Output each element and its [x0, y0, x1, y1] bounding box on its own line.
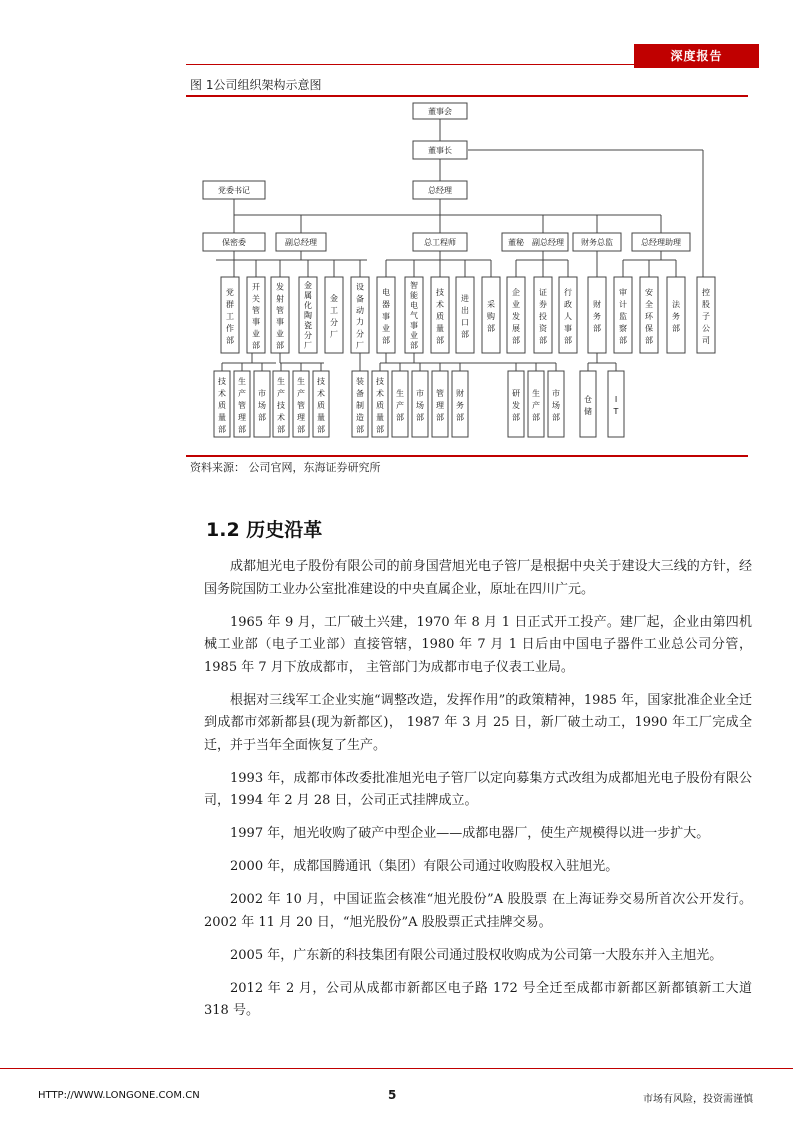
- svg-text:量: 量: [317, 413, 325, 422]
- svg-text:属: 属: [304, 291, 312, 300]
- svg-text:业: 业: [382, 324, 390, 333]
- org-board: 董事会: [428, 107, 452, 116]
- org-subunit: [254, 371, 270, 437]
- svg-text:市: 市: [416, 389, 424, 398]
- org-subunit: [432, 371, 448, 437]
- org-subunit: [352, 371, 368, 437]
- svg-text:分: 分: [330, 318, 338, 327]
- org-subunit: [372, 371, 388, 437]
- svg-text:审: 审: [619, 288, 627, 297]
- paragraph: 根据对三线军工企业实施“调整改造，发挥作用”的政策精神，1985 年，国家批准企业全迁到成都市郊新都县(现为新都区)， 1987 年 3 月 25 日，新厂破土动工，1990 年工厂完成全迁，并于当年全面恢复了生产。: [204, 692, 752, 753]
- svg-text:事: 事: [382, 312, 390, 321]
- svg-text:部: 部: [512, 413, 520, 422]
- svg-text:展: 展: [512, 324, 520, 333]
- paragraph: 2002 年 10 月，中国证监会核准“旭光股份”A 股股票 在上海证券交易所首次公开发行。2002 年 11 月 20 日，“旭光股份”A 股股票正式挂牌交易。: [204, 892, 752, 930]
- svg-text:市: 市: [552, 389, 560, 398]
- svg-text:购: 购: [487, 312, 495, 321]
- svg-text:术: 术: [277, 413, 285, 422]
- svg-text:生: 生: [238, 377, 246, 386]
- svg-text:财: 财: [593, 300, 601, 309]
- svg-text:装: 装: [356, 377, 364, 386]
- svg-text:术: 术: [376, 389, 384, 398]
- svg-text:质: 质: [317, 401, 325, 410]
- svg-text:业: 业: [276, 329, 284, 339]
- svg-text:I: I: [614, 395, 618, 404]
- paragraph: 成都旭光电子股份有限公司的前身国营旭光电子管厂是根据中央关于建设大三线的方针，经国务院国防工业办公室批准建设的中央直属企业，原址在四川广元。: [204, 559, 752, 597]
- svg-text:气: 气: [410, 311, 418, 320]
- svg-text:事: 事: [564, 324, 572, 333]
- svg-text:察: 察: [619, 324, 627, 333]
- svg-text:务: 务: [593, 312, 601, 321]
- svg-text:业: 业: [252, 329, 260, 339]
- svg-text:生: 生: [277, 377, 285, 386]
- svg-text:事: 事: [276, 317, 284, 327]
- svg-text:进: 进: [461, 294, 469, 303]
- svg-text:产: 产: [277, 389, 285, 398]
- svg-text:量: 量: [218, 413, 226, 422]
- org-department: [534, 277, 552, 353]
- svg-text:术: 术: [218, 389, 226, 398]
- org-subunit: [214, 371, 230, 437]
- svg-text:质: 质: [218, 401, 226, 410]
- svg-text:部: 部: [564, 336, 572, 345]
- svg-text:部: 部: [672, 324, 680, 333]
- svg-text:公: 公: [702, 324, 710, 333]
- footer-url[interactable]: HTTP://WWW.LONGONE.COM.CN: [38, 1090, 200, 1101]
- svg-text:部: 部: [252, 341, 260, 350]
- figure-title: 图 1公司组织架构示意图: [190, 78, 322, 92]
- org-general-manager: 总经理: [428, 186, 452, 195]
- svg-text:部: 部: [382, 336, 390, 345]
- svg-text:部: 部: [258, 413, 266, 422]
- paragraph: 1993 年，成都市体改委批准旭光电子管厂以定向募集方式改组为成都旭光电子股份有限公司，1994 年 2 月 28 日，公司正式挂牌成立。: [204, 770, 752, 808]
- org-subunit: [313, 371, 329, 437]
- svg-text:人: 人: [564, 312, 572, 321]
- svg-text:部: 部: [410, 341, 418, 350]
- svg-text:证: 证: [539, 288, 547, 297]
- svg-text:技: 技: [218, 377, 226, 386]
- svg-text:部: 部: [436, 336, 444, 345]
- svg-text:部: 部: [552, 413, 560, 422]
- svg-text:监: 监: [619, 312, 627, 321]
- svg-text:术: 术: [317, 389, 325, 398]
- svg-text:质: 质: [376, 401, 384, 410]
- svg-text:全: 全: [645, 300, 653, 309]
- svg-text:制: 制: [356, 401, 364, 410]
- svg-text:工: 工: [226, 312, 234, 321]
- svg-text:产: 产: [238, 389, 246, 398]
- org-board-secretary: 董秘: [508, 238, 524, 247]
- svg-text:管: 管: [252, 306, 260, 315]
- svg-text:分: 分: [304, 331, 312, 340]
- paragraph: 2012 年 2 月，公司从成都市新都区电子路 172 号全迁至成都市新都区新都镇新工大道 318 号。: [204, 980, 752, 1018]
- svg-text:部: 部: [436, 413, 444, 422]
- svg-text:口: 口: [461, 318, 469, 327]
- svg-text:股: 股: [702, 300, 710, 309]
- svg-text:事: 事: [252, 317, 260, 327]
- org-departments: [221, 277, 715, 353]
- svg-text:部: 部: [645, 336, 653, 345]
- header-rule: [186, 64, 634, 65]
- svg-text:部: 部: [317, 425, 325, 434]
- svg-text:部: 部: [461, 330, 469, 339]
- org-department: [559, 277, 577, 353]
- svg-text:管: 管: [276, 306, 284, 315]
- svg-text:产: 产: [297, 389, 305, 398]
- svg-text:控: 控: [702, 288, 710, 297]
- svg-text:部: 部: [226, 336, 234, 345]
- svg-text:部: 部: [539, 336, 547, 345]
- org-department: [351, 277, 369, 353]
- org-department: [456, 277, 474, 353]
- svg-text:生: 生: [396, 389, 404, 398]
- svg-text:电: 电: [382, 288, 390, 297]
- org-department: [221, 277, 239, 353]
- org-department: [482, 277, 500, 353]
- svg-text:动: 动: [356, 306, 364, 315]
- svg-text:量: 量: [376, 413, 384, 422]
- org-department: [507, 277, 525, 353]
- org-subunit: [528, 371, 544, 437]
- org-chairman: 董事长: [428, 146, 452, 155]
- svg-text:场: 场: [552, 401, 560, 410]
- svg-text:研: 研: [512, 389, 520, 398]
- svg-text:部: 部: [512, 336, 520, 345]
- svg-text:T: T: [613, 407, 619, 416]
- org-subunit: [412, 371, 428, 437]
- svg-text:储: 储: [584, 407, 592, 416]
- svg-text:厂: 厂: [330, 330, 338, 339]
- svg-text:作: 作: [226, 324, 234, 333]
- svg-text:部: 部: [456, 413, 464, 422]
- svg-text:政: 政: [564, 300, 572, 309]
- org-party-secretary: 党委书记: [218, 186, 250, 195]
- svg-text:生: 生: [532, 389, 540, 398]
- svg-text:事: 事: [410, 321, 418, 330]
- svg-text:设: 设: [356, 282, 364, 292]
- svg-text:管: 管: [297, 401, 305, 410]
- svg-text:陶: 陶: [304, 311, 312, 320]
- svg-text:法: 法: [672, 300, 680, 309]
- org-subunit: [273, 371, 289, 437]
- svg-text:管: 管: [238, 401, 246, 410]
- svg-text:券: 券: [539, 300, 547, 309]
- org-department: [325, 277, 343, 353]
- svg-text:资: 资: [539, 324, 547, 333]
- org-subunit: [548, 371, 564, 437]
- footer-rule: [0, 1068, 793, 1069]
- svg-text:管: 管: [436, 389, 444, 398]
- svg-text:工: 工: [330, 306, 338, 315]
- svg-text:务: 务: [672, 312, 680, 321]
- section-heading: 1.2 历史沿革: [206, 519, 323, 541]
- svg-text:能: 能: [410, 291, 418, 300]
- svg-text:投: 投: [539, 312, 547, 321]
- org-department: [271, 277, 289, 353]
- svg-text:技: 技: [277, 401, 285, 410]
- org-deputy-gm: 副总经理: [285, 238, 317, 247]
- svg-text:部: 部: [356, 425, 364, 434]
- org-department: [640, 277, 658, 353]
- svg-text:部: 部: [396, 413, 404, 422]
- svg-text:部: 部: [532, 413, 540, 422]
- svg-text:理: 理: [297, 413, 305, 422]
- svg-text:发: 发: [276, 282, 284, 292]
- org-security: 保密委: [222, 238, 246, 247]
- svg-text:发: 发: [512, 401, 520, 410]
- report-badge: 深度报告: [634, 44, 759, 68]
- svg-text:部: 部: [416, 413, 424, 422]
- svg-text:市: 市: [258, 389, 266, 398]
- svg-text:理: 理: [238, 413, 246, 422]
- svg-text:部: 部: [593, 324, 601, 333]
- svg-text:厂: 厂: [304, 341, 312, 350]
- svg-text:力: 力: [356, 317, 364, 327]
- org-subunit: [392, 371, 408, 437]
- paragraph: 2005 年，广东新的科技集团有限公司通过股权收购成为公司第一大股东并入主旭光。: [230, 947, 723, 963]
- figure-source: 资料来源： 公司官网，东海证券研究所: [190, 461, 381, 474]
- svg-text:业: 业: [410, 331, 418, 340]
- svg-text:部: 部: [487, 324, 495, 333]
- org-gm-assistant: 总经理助理: [641, 238, 681, 247]
- org-department: [431, 277, 449, 353]
- svg-text:技: 技: [376, 377, 384, 386]
- org-chief-engineer: 总工程师: [424, 238, 456, 247]
- svg-text:金: 金: [330, 294, 338, 303]
- svg-text:器: 器: [382, 300, 390, 309]
- svg-text:生: 生: [297, 377, 305, 386]
- svg-text:部: 部: [376, 425, 384, 434]
- svg-text:司: 司: [702, 336, 710, 345]
- org-subunit: [234, 371, 250, 437]
- svg-text:部: 部: [277, 425, 285, 434]
- org-subunit: [293, 371, 309, 437]
- org-subunit: [580, 371, 596, 437]
- paragraph: 2000 年，成都国腾通讯（集团）有限公司通过收购股权入驻旭光。: [230, 859, 619, 874]
- svg-text:出: 出: [461, 306, 469, 315]
- figure-bottom-rule: [186, 455, 748, 457]
- svg-text:财: 财: [456, 389, 464, 398]
- svg-text:部: 部: [297, 425, 305, 434]
- org-department: [405, 277, 423, 353]
- svg-text:射: 射: [276, 294, 284, 304]
- org-cfo: 财务总监: [581, 238, 613, 247]
- svg-text:仓: 仓: [584, 395, 592, 404]
- paragraph: 1997 年，旭光收购了破产中型企业——成都电器厂，使生产规模得以进一步扩大。: [230, 826, 710, 841]
- svg-text:产: 产: [396, 401, 404, 410]
- org-subunit: [508, 371, 524, 437]
- svg-text:业: 业: [512, 300, 520, 309]
- section-body: [204, 556, 752, 1033]
- svg-text:计: 计: [619, 300, 627, 309]
- org-department: [247, 277, 265, 353]
- svg-text:场: 场: [258, 401, 266, 410]
- svg-text:务: 务: [456, 401, 464, 410]
- org-subunit: [608, 371, 624, 437]
- svg-text:部: 部: [619, 336, 627, 345]
- svg-text:造: 造: [356, 413, 364, 422]
- svg-text:采: 采: [487, 300, 495, 309]
- svg-text:金: 金: [304, 281, 312, 290]
- svg-text:开: 开: [252, 282, 260, 292]
- org-department: [697, 277, 715, 353]
- svg-text:子: 子: [702, 312, 710, 321]
- paragraph: 1965 年 9 月，工厂破土兴建，1970 年 8 月 1 日正式开工投产。建厂起，企业由第四机械工业部（电子工业部）直接管辖，1980 年 7 月 1 日后由中国电子器件工业总公司分管，1985 年 7 月下放成都市， 主管部门为成都市电子仪表工业局。: [204, 614, 752, 675]
- org-department: [614, 277, 632, 353]
- org-chart: [186, 97, 748, 455]
- org-department: [588, 277, 606, 353]
- org-department: [377, 277, 395, 353]
- svg-text:部: 部: [218, 425, 226, 434]
- svg-text:党: 党: [226, 288, 234, 297]
- risk-notice: 市场有风险，投资需谨慎: [643, 1094, 753, 1105]
- svg-text:量: 量: [436, 324, 444, 333]
- svg-text:备: 备: [356, 389, 364, 398]
- svg-text:厂: 厂: [356, 341, 364, 350]
- svg-text:部: 部: [276, 341, 284, 350]
- svg-text:发: 发: [512, 312, 520, 321]
- org-subunit: [452, 371, 468, 437]
- org-department: [299, 277, 317, 353]
- org-deputy-gm2: 副总经理: [532, 238, 564, 247]
- svg-text:理: 理: [436, 401, 444, 410]
- svg-text:化: 化: [304, 301, 312, 310]
- svg-text:群: 群: [226, 300, 234, 309]
- svg-text:技: 技: [436, 288, 444, 297]
- svg-text:场: 场: [416, 401, 424, 410]
- svg-text:备: 备: [356, 294, 364, 304]
- svg-text:分: 分: [356, 329, 364, 339]
- svg-text:安: 安: [645, 288, 653, 297]
- svg-text:环: 环: [645, 312, 653, 321]
- svg-text:瓷: 瓷: [304, 321, 312, 330]
- org-department: [667, 277, 685, 353]
- svg-text:行: 行: [564, 288, 572, 297]
- svg-text:智: 智: [410, 281, 418, 290]
- svg-text:电: 电: [410, 301, 418, 310]
- org-subunits: [214, 371, 624, 437]
- svg-text:技: 技: [317, 377, 325, 386]
- svg-text:产: 产: [532, 401, 540, 410]
- svg-text:企: 企: [512, 288, 520, 297]
- svg-text:部: 部: [238, 425, 246, 434]
- page-number: 5: [388, 1088, 397, 1102]
- svg-text:质: 质: [436, 312, 444, 321]
- svg-text:关: 关: [252, 294, 260, 304]
- svg-text:保: 保: [645, 324, 653, 333]
- svg-text:术: 术: [436, 300, 444, 309]
